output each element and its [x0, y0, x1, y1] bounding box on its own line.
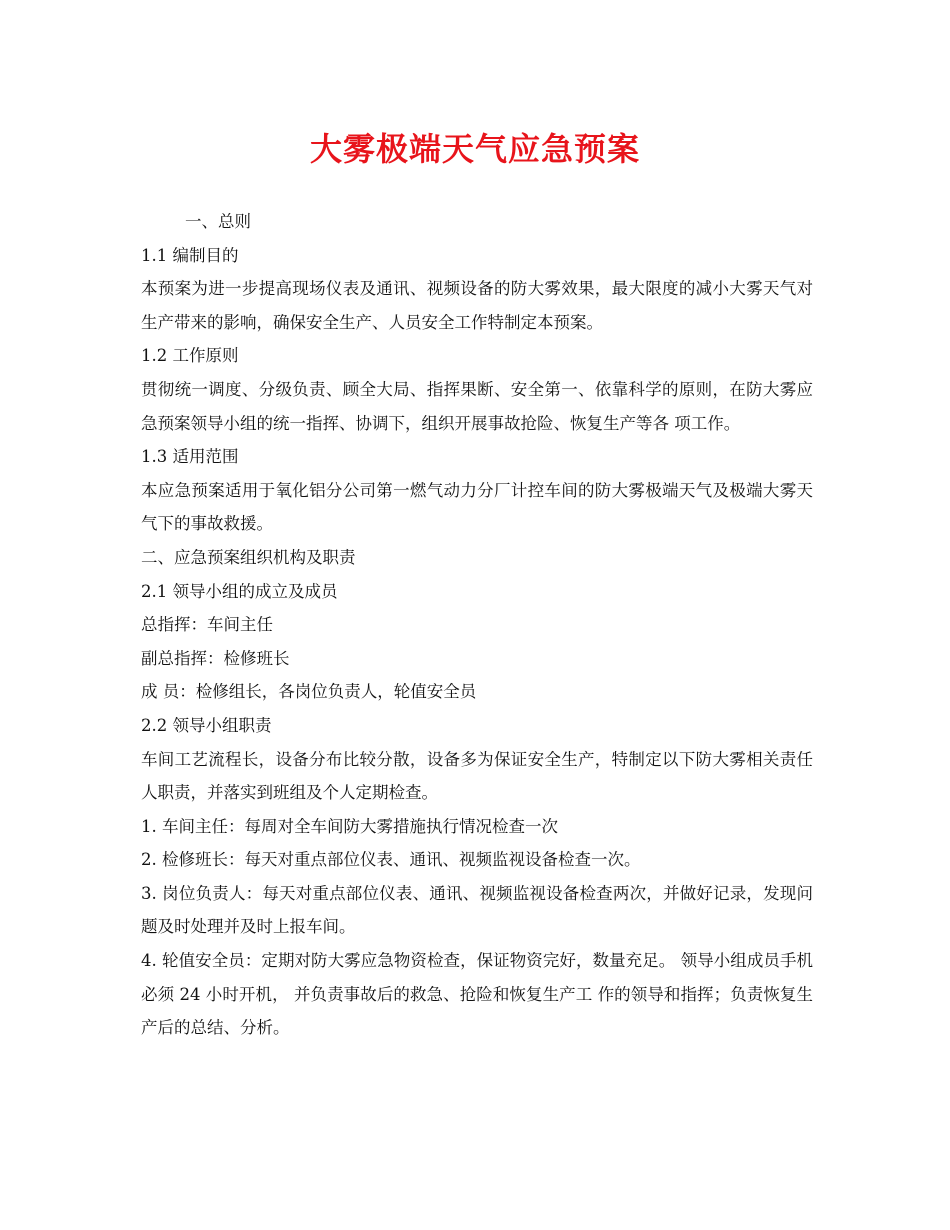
list-item-workshop-director: 1. 车间主任：每周对全车间防大雾措施执行情况检查一次: [141, 816, 558, 836]
line-deputy-commander: 副总指挥：检修班长: [141, 648, 290, 668]
paragraph-scope: 本应急预案适用于氧化铝分公司第一燃气动力分厂计控车间的防大雾极端天气及极端大雾天气下的事故救援。: [141, 480, 813, 534]
subsection-heading-principles: 1.2 工作原则: [141, 346, 239, 366]
line-commander: 总指挥：车间主任: [141, 615, 273, 635]
section-heading-general: 一、总则: [185, 212, 251, 231]
document-title: 大雾极端天气应急预案: [309, 130, 640, 168]
list-item-post-leader: 3. 岗位负责人：每天对重点部位仪表、通讯、视频监视设备检查两次，并做好记录，发现问题及时处理并及时上报车间。: [141, 883, 813, 937]
paragraph-purpose: 本预案为进一步提高现场仪表及通讯、视频设备的防大雾效果，最大限度的减小大雾天气对生产带来的影响，确保安全生产、人员安全工作特制定本预案。: [141, 279, 813, 332]
paragraph-duties-intro: 车间工艺流程长，设备分布比较分散，设备多为保证安全生产，特制定以下防大雾相关责任人职责，并落实到班组及个人定期检查。: [141, 749, 813, 803]
list-item-maintenance-leader: 2. 检修班长：每天对重点部位仪表、通讯、视频监视设备检查一次。: [141, 850, 641, 870]
list-item-safety-officer: 4. 轮值安全员：定期对防大雾应急物资检查，保证物资完好，数量充足。 领导小组成员手机必须 24 小时开机， 并负责事故后的救急、抢险和恢复生产工 作的领导和指挥；负责恢复生产后的总结、分析。: [141, 951, 813, 1038]
document-body: [141, 205, 813, 1045]
subsection-heading-scope: 1.3 适用范围: [141, 447, 239, 467]
section-heading-organization: 二、应急预案组织机构及职责: [141, 547, 356, 567]
subsection-heading-purpose: 1.1 编制目的: [141, 245, 239, 265]
subsection-heading-leadership-members: 2.1 领导小组的成立及成员: [141, 581, 338, 601]
subsection-heading-leadership-duties: 2.2 领导小组职责: [141, 715, 272, 735]
line-members: 成 员：检修组长，各岗位负责人，轮值安全员: [141, 682, 477, 702]
paragraph-principles: 贯彻统一调度、分级负责、顾全大局、指挥果断、安全第一、依靠科学的原则，在防大雾应急预案领导小组的统一指挥、协调下，组织开展事故抢险、恢复生产等各 项工作。: [141, 379, 813, 433]
